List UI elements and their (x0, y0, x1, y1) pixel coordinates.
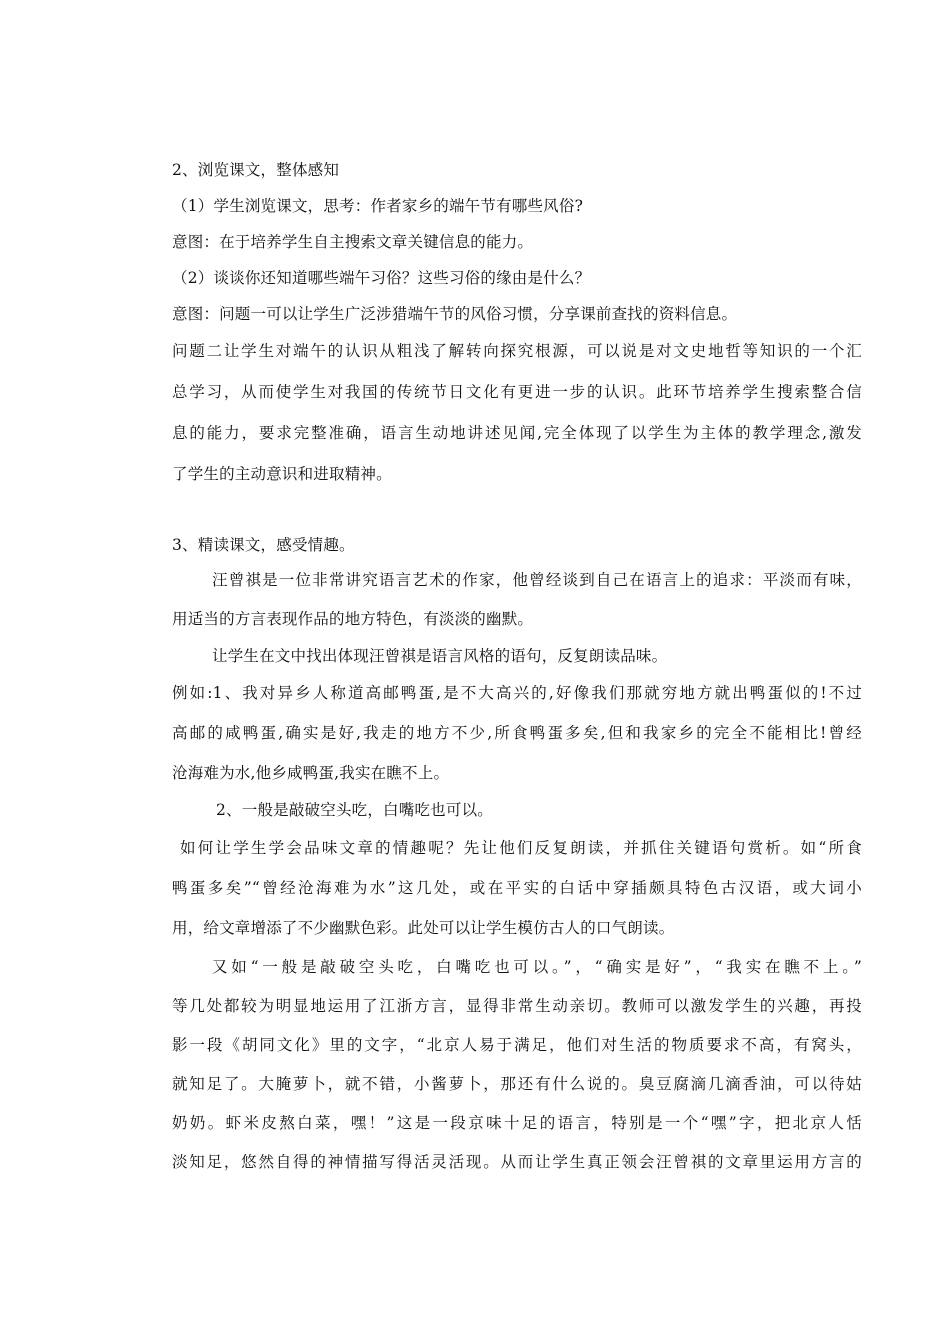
paragraph-line: 影一段《胡同文化》里的文字，“北京人易于满足，他们对生活的物质要求不高，有窝头， (172, 1036, 862, 1054)
paragraph-line: 用适当的方言表现作品的地方特色，有淡淡的幽默。 (172, 610, 534, 628)
paragraph-line: 汪曾祺是一位非常讲究语言艺术的作家，他曾经谈到自己在语言上的追求：平淡而有味， (212, 571, 862, 589)
paragraph-line: 了学生的主动意识和进取精神。 (172, 465, 392, 483)
paragraph-line: 等几处都较为明显地运用了江浙方言，显得非常生动亲切。教师可以激发学生的兴趣，再投 (172, 997, 862, 1015)
paragraph-line: 总学习，从而使学生对我国的传统节日文化有更进一步的认识。此环节培养学生搜索整合信 (172, 383, 862, 401)
paragraph-line: 就知足了。大腌萝卜，就不错，小酱萝卜，那还有什么说的。臭豆腐滴几滴香油，可以待姑 (172, 1075, 862, 1093)
paragraph-line: 奶奶。虾米皮熬白菜，嘿！”这是一段京味十足的语言，特别是一个“嘿”字，把北京人恬 (172, 1114, 862, 1132)
example-line: 例如:1、我对异乡人称道高邮鸭蛋,是不大高兴的,好像我们那就穷地方就出鸭蛋似的!不过 (172, 684, 862, 702)
intent-1: 意图：在于培养学生自主搜索文章关键信息的能力。 (172, 233, 534, 251)
section-2-heading: 2、浏览课文，整体感知 (172, 161, 340, 179)
paragraph-line: 鸭蛋多矣”“曾经沧海难为水”这几处，或在平实的白话中穿插颇具特色古汉语，或大词小 (172, 879, 862, 897)
intent-2: 意图：问题一可以让学生广泛涉猎端午节的风俗习惯，分享课前查找的资料信息。 (172, 305, 738, 323)
section-3-heading: 3、精读课文，感受情趣。 (172, 536, 355, 554)
question-1: （1）学生浏览课文，思考：作者家乡的端午节有哪些风俗? (172, 197, 584, 215)
paragraph-line: 用，给文章增添了不少幽默色彩。此处可以让学生模仿古人的口气朗读。 (172, 919, 675, 937)
question-2: （2）谈谈你还知道哪些端午习俗？这些习俗的缘由是什么？ (172, 269, 591, 287)
paragraph-line: 让学生在文中找出体现汪曾祺是语言风格的语句，反复朗读品味。 (212, 647, 668, 665)
paragraph-line: 又如“一般是敲破空头吃，白嘴吃也可以。”，“确实是好”，“我实在瞧不上。” (212, 958, 862, 976)
example-line: 沧海难为水,他乡咸鸭蛋,我实在瞧不上。 (172, 764, 450, 782)
paragraph-line: 息的能力，要求完整准确，语言生动地讲述见闻,完全体现了以学生为主体的教学理念,激发 (172, 424, 862, 442)
paragraph-line: 如何让学生学会品味文章的情趣呢？先让他们反复朗读，并抓住关键语句赏析。如“所食 (180, 839, 862, 857)
paragraph-line: 问题二让学生对端午的认识从粗浅了解转向探究根源，可以说是对文史地哲等知识的一个汇 (172, 342, 862, 360)
paragraph-line: 淡知足，悠然自得的神情描写得活灵活现。从而让学生真正领会汪曾祺的文章里运用方言的 (172, 1153, 862, 1171)
example-line: 2、一般是敲破空头吃，白嘴吃也可以。 (216, 801, 493, 819)
example-line: 高邮的咸鸭蛋,确实是好,我走的地方不少,所食鸭蛋多矣,但和我家乡的完全不能相比!曾经 (172, 724, 862, 742)
